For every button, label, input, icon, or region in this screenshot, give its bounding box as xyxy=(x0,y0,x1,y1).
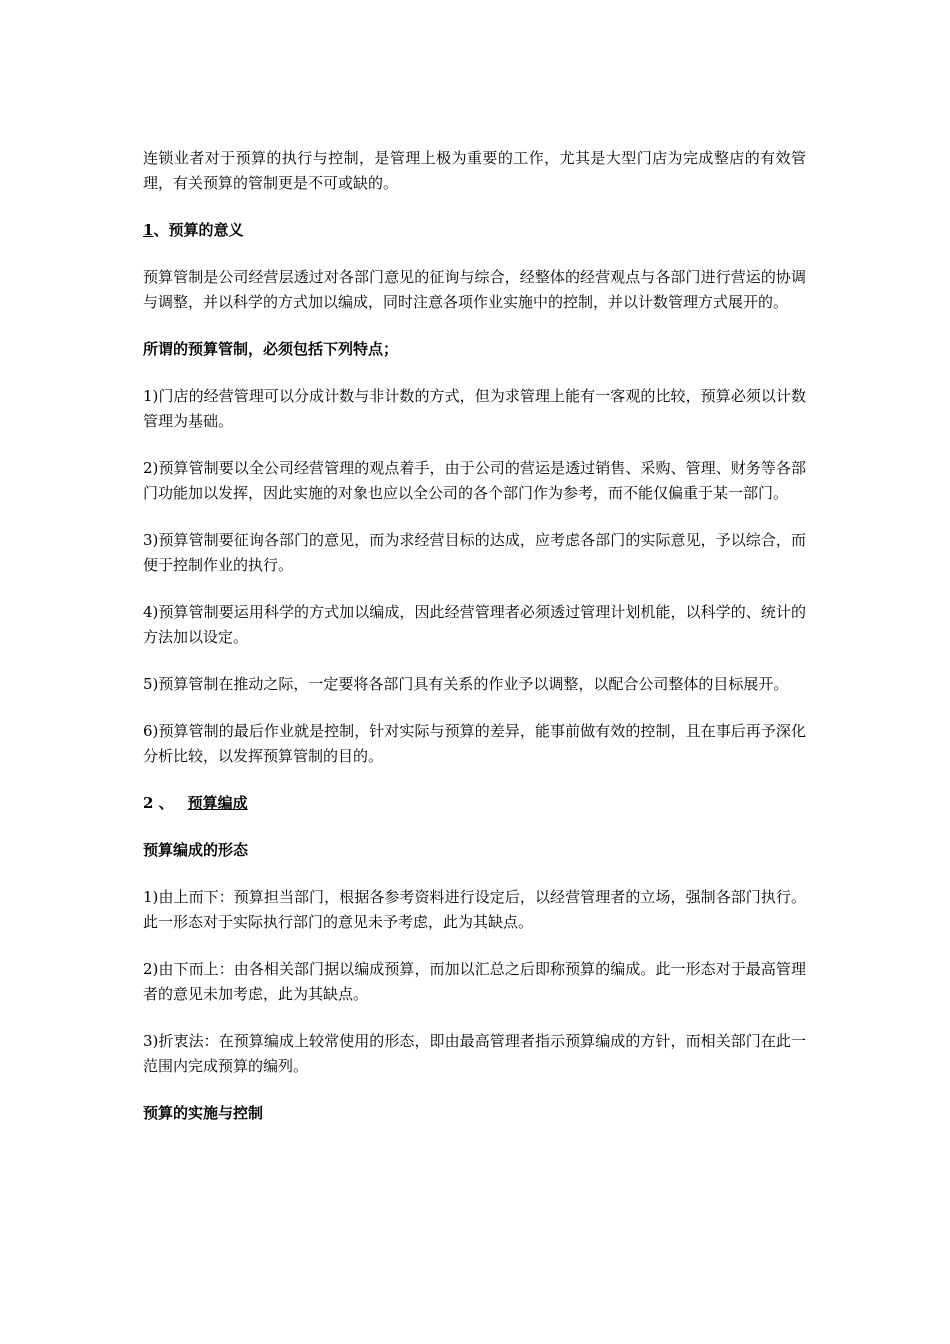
list-item: 3)预算管制要征询各部门的意见，而为求经营目标的达成，应考虑各部门的实际意见，予以综合，而便于控制作业的执行。 xyxy=(143,531,806,574)
list-item: 2)预算管制要以全公司经营管理的观点着手，由于公司的营运是透过销售、采购、管理、财务等各部门功能加以发挥，因此实施的对象也应以全公司的各个部门作为参考，而不能仅偏重于某一部门。 xyxy=(143,459,806,502)
section-2-subheading: 预算编成的形态 xyxy=(143,841,249,859)
section-2-heading xyxy=(143,791,806,816)
section-1-subheading: 所谓的预算管制，必须包括下列特点； xyxy=(143,340,399,358)
document-body xyxy=(143,146,806,1148)
section-3-subheading: 预算的实施与控制 xyxy=(143,1104,264,1122)
section-1-paragraph: 预算管制是公司经营层透过对各部门意见的征询与综合，经整体的经营观点与各部门进行营运的协调与调整，并以科学的方式加以编成，同时注意各项作业实施中的控制，并以计数管理方式展开的。 xyxy=(143,268,806,311)
section-1-number: 1 xyxy=(143,221,154,239)
list-item: 3)折衷法：在预算编成上较常使用的形态，即由最高管理者指示预算编成的方针，而相关部门在此一范围内完成预算的编列。 xyxy=(143,1032,806,1075)
intro-paragraph: 连锁业者对于预算的执行与控制，是管理上极为重要的工作，尤其是大型门店为完成整店的有效管理，有关预算的管制更是不可或缺的。 xyxy=(143,149,806,192)
list-item: 1)门店的经营管理可以分成计数与非计数的方式，但为求管理上能有一客观的比较，预算必须以计数管理为基础。 xyxy=(143,387,806,430)
section-2-number: 2 、 xyxy=(143,794,174,812)
list-item: 5)预算管制在推动之际，一定要将各部门具有关系的作业予以调整，以配合公司整体的目标展开。 xyxy=(143,675,789,693)
list-item: 4)预算管制要运用科学的方式加以编成，因此经营管理者必须透过管理计划机能，以科学的、统计的方法加以设定。 xyxy=(143,603,806,646)
list-item: 2)由下而上：由各相关部门据以编成预算，而加以汇总之后即称预算的编成。此一形态对于最高管理者的意见未加考虑，此为其缺点。 xyxy=(143,960,806,1003)
list-item: 1)由上而下：预算担当部门，根据各参考资料进行设定后，以经营管理者的立场，强制各部门执行。此一形态对于实际执行部门的意见未予考虑，此为其缺点。 xyxy=(143,888,806,931)
list-item: 6)预算管制的最后作业就是控制，针对实际与预算的差异，能事前做有效的控制，且在事后再予深化分析比较，以发挥预算管制的目的。 xyxy=(143,722,806,765)
section-1-title: 、预算的意义 xyxy=(153,221,244,239)
section-1-heading xyxy=(143,218,806,243)
section-2-title: 预算编成 xyxy=(187,794,248,812)
